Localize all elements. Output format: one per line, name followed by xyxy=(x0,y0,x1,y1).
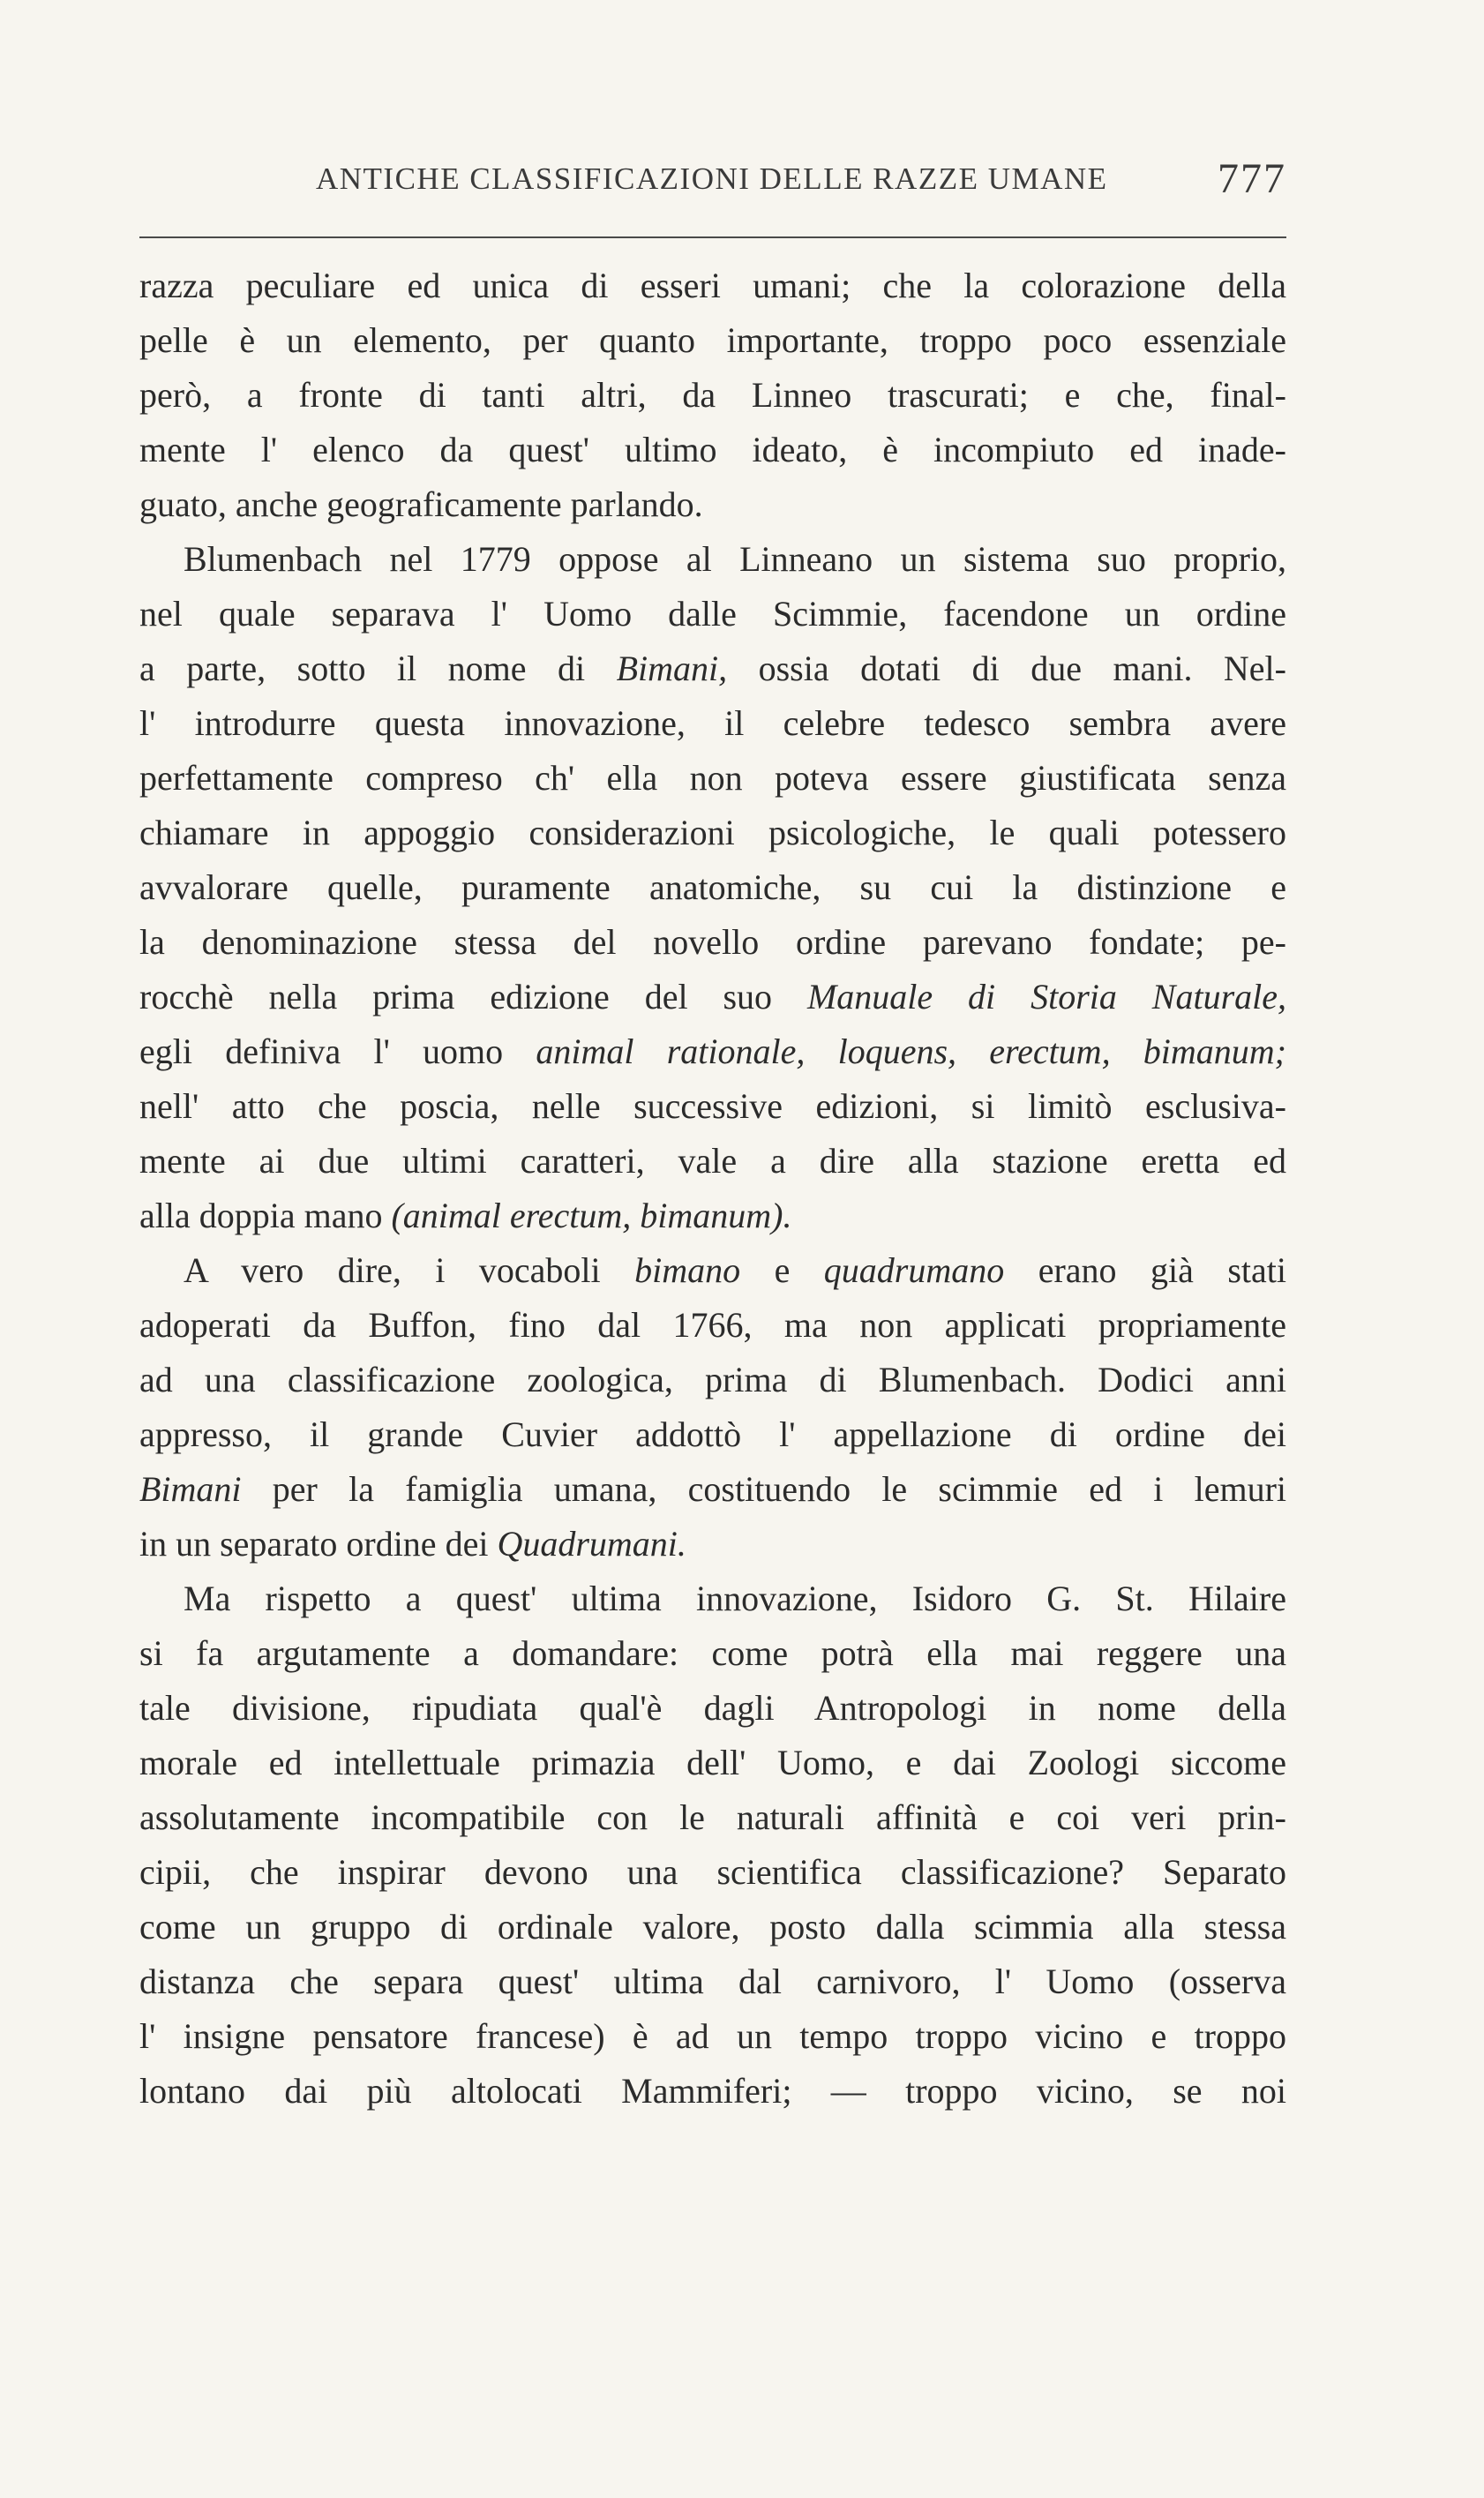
text-segment: perfettamente compreso ch' ella non poteva essere giustificata senza xyxy=(139,758,1286,798)
text-segment: Blumenbach nel 1779 oppose al Linneano un sistema suo proprio, xyxy=(184,539,1286,579)
text-segment: avvalorare quelle, puramente anatomiche, su cui la distinzione e xyxy=(139,867,1286,907)
text-segment: lontano dai più altolocati Mammiferi; — troppo vicino, se noi xyxy=(139,2071,1286,2111)
text-line xyxy=(139,259,1286,313)
text-segment: guato, anche geograficamente parlando. xyxy=(139,484,703,524)
text-line xyxy=(139,970,1286,1024)
body-text xyxy=(139,259,1286,2119)
text-segment: però, a fronte di tanti altri, da Linneo trascurati; e che, final- xyxy=(139,375,1286,415)
text-line xyxy=(139,1517,1286,1572)
text-segment: l' insigne pensatore francese) è ad un tempo troppo vicino e troppo xyxy=(139,2016,1286,2056)
text-line xyxy=(139,696,1286,751)
text-line xyxy=(139,641,1286,696)
text-line xyxy=(139,1626,1286,1681)
italic-segment: Bimani xyxy=(139,1469,242,1509)
text-segment: egli definiva l' uomo xyxy=(139,1031,536,1071)
text-segment: chiamare in appoggio considerazioni psicologiche, le quali potessero xyxy=(139,813,1286,852)
text-segment: in un separato ordine dei xyxy=(139,1524,498,1564)
page-number: 777 xyxy=(1218,155,1286,202)
text-segment: morale ed intellettuale primazia dell' Uomo, e dai Zoologi siccome xyxy=(139,1743,1286,1782)
text-segment: rocchè nella prima edizione del suo xyxy=(139,977,807,1016)
header-rule xyxy=(139,236,1286,238)
text-segment: ossia dotati di due mani. Nel- xyxy=(727,649,1286,688)
text-segment: adoperati da Buffon, fino dal 1766, ma non applicati propriamente xyxy=(139,1305,1286,1345)
text-segment: la denominazione stessa del novello ordine parevano fondate; pe- xyxy=(139,922,1286,962)
text-segment: mente l' elenco da quest' ultimo ideato, è incompiuto ed inade- xyxy=(139,430,1286,469)
italic-segment: Bimani, xyxy=(616,649,728,688)
text-line xyxy=(139,915,1286,970)
text-line xyxy=(139,2009,1286,2064)
text-line xyxy=(139,1189,1286,1243)
text-segment: a parte, sotto il nome di xyxy=(139,649,617,688)
text-line xyxy=(139,1243,1286,1298)
text-line xyxy=(139,1954,1286,2009)
text-line xyxy=(139,1900,1286,1954)
text-segment: pelle è un elemento, per quanto importante, troppo poco essenziale xyxy=(139,320,1286,360)
text-segment: Ma rispetto a quest' ultima innovazione, Isidoro G. St. Hilaire xyxy=(184,1579,1286,1618)
text-line xyxy=(139,477,1286,532)
text-line xyxy=(139,1572,1286,1626)
text-segment: l' introdurre questa innovazione, il celebre tedesco sembra avere xyxy=(139,703,1286,743)
text-line xyxy=(139,860,1286,915)
text-line xyxy=(139,532,1286,587)
text-line xyxy=(139,313,1286,368)
text-line xyxy=(139,2064,1286,2119)
text-line xyxy=(139,368,1286,423)
text-line xyxy=(139,1681,1286,1736)
text-line xyxy=(139,1134,1286,1189)
italic-segment: (animal erectum, bimanum). xyxy=(391,1196,792,1235)
text-line xyxy=(139,1298,1286,1353)
italic-segment: animal rationale, loquens, erectum, bimanum; xyxy=(536,1031,1286,1071)
text-segment: e xyxy=(740,1250,824,1290)
text-segment: appresso, il grande Cuvier addottò l' appellazione di ordine dei xyxy=(139,1414,1286,1454)
text-segment: ad una classificazione zoologica, prima di Blumenbach. Dodici anni xyxy=(139,1360,1286,1399)
text-segment: assolutamente incompatibile con le naturali affinità e coi veri prin- xyxy=(139,1797,1286,1837)
running-title: ANTICHE CLASSIFICAZIONI DELLE RAZZE UMANE xyxy=(316,161,1108,196)
text-segment: mente ai due ultimi caratteri, vale a dire alla stazione eretta ed xyxy=(139,1141,1286,1181)
italic-segment: bimano xyxy=(634,1250,741,1290)
text-line xyxy=(139,1845,1286,1900)
italic-segment: Manuale di Storia Naturale, xyxy=(806,977,1286,1016)
text-line xyxy=(139,1462,1286,1517)
text-line xyxy=(139,1790,1286,1845)
text-segment: alla doppia mano xyxy=(139,1196,392,1235)
text-segment: per la famiglia umana, costituendo le scimmie ed i lemuri xyxy=(241,1469,1286,1509)
text-segment: cipii, che inspirar devono una scientifica classificazione? Separato xyxy=(139,1852,1286,1892)
text-segment: nell' atto che poscia, nelle successive edizioni, si limitò esclusiva- xyxy=(139,1086,1286,1126)
italic-segment: Quadrumani. xyxy=(497,1524,686,1564)
text-line xyxy=(139,423,1286,477)
text-segment: razza peculiare ed unica di esseri umani; che la colorazione della xyxy=(139,266,1286,305)
text-line xyxy=(139,587,1286,641)
text-line xyxy=(139,1024,1286,1079)
text-segment: nel quale separava l' Uomo dalle Scimmie, facendone un ordine xyxy=(139,594,1286,634)
text-line xyxy=(139,1407,1286,1462)
text-segment: distanza che separa quest' ultima dal carnivoro, l' Uomo (osserva xyxy=(139,1962,1286,2001)
text-line xyxy=(139,751,1286,806)
text-line xyxy=(139,1079,1286,1134)
text-line xyxy=(139,1736,1286,1790)
italic-segment: quadrumano xyxy=(823,1250,1005,1290)
text-segment: A vero dire, i vocaboli xyxy=(184,1250,635,1290)
text-segment: si fa argutamente a domandare: come potrà ella mai reggere una xyxy=(139,1633,1286,1673)
text-segment: tale divisione, ripudiata qual'è dagli Antropologi in nome della xyxy=(139,1688,1286,1728)
running-head xyxy=(139,155,1286,223)
text-line xyxy=(139,806,1286,860)
text-segment: erano già stati xyxy=(1004,1250,1286,1290)
text-line xyxy=(139,1353,1286,1407)
text-segment: come un gruppo di ordinale valore, posto dalla scimmia alla stessa xyxy=(139,1907,1286,1947)
